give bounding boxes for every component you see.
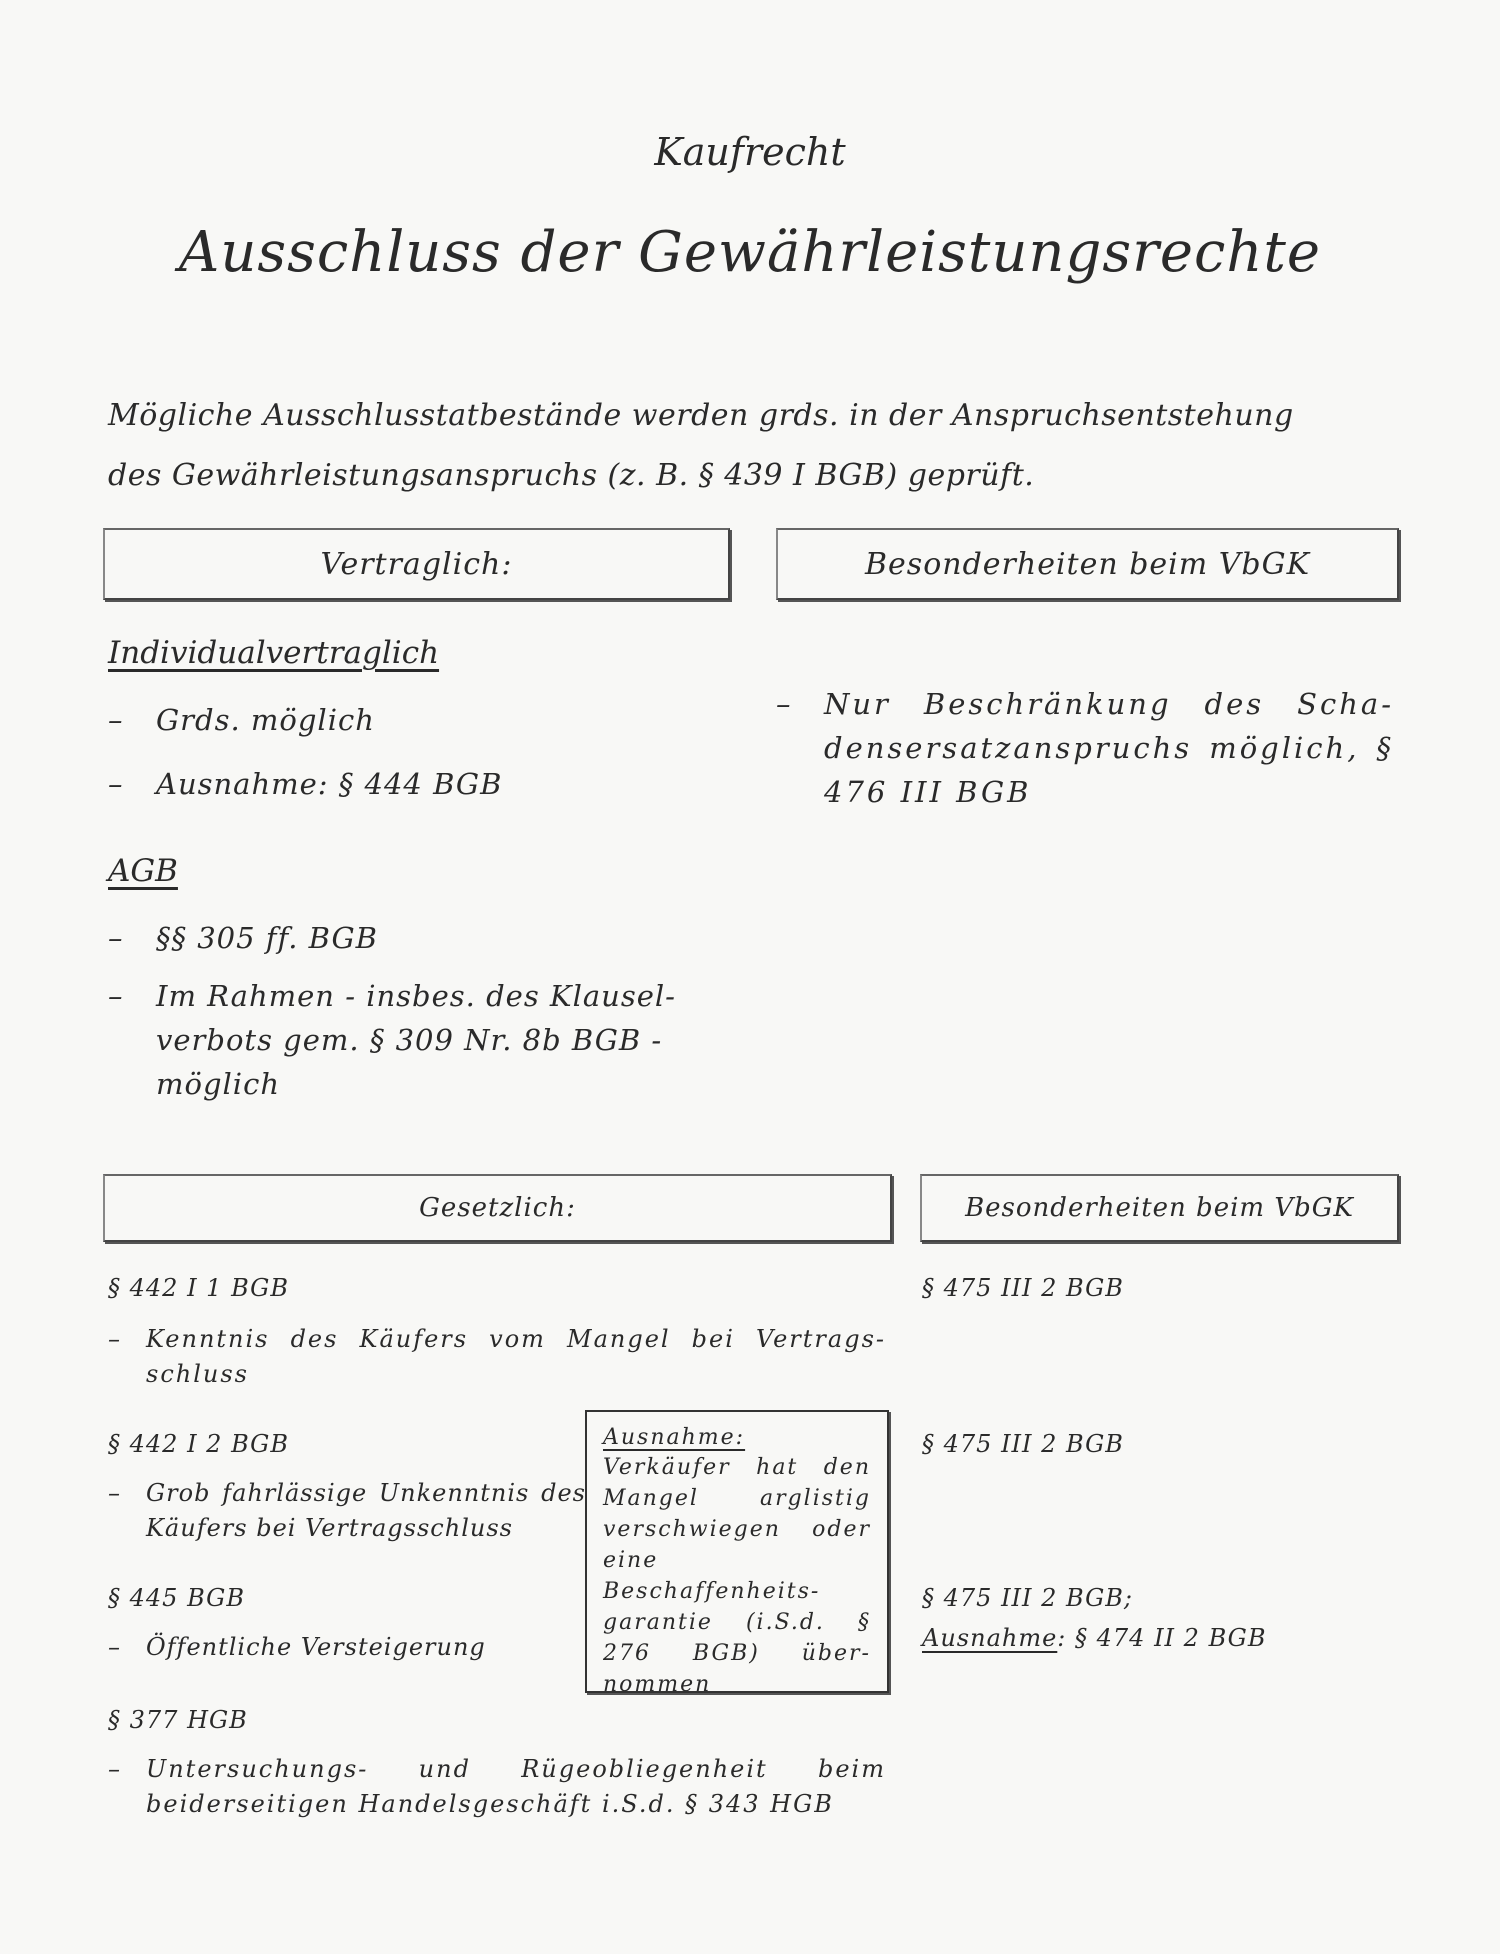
vbgk-ref: § 475 III 2 BGB [922,1274,1124,1302]
legal-ref: § 377 HGB [108,1706,248,1734]
exception-label: Ausnahme: [603,1425,746,1450]
vertraglich-header: Vertraglich: [320,546,513,582]
agb-heading: AGB [108,853,178,889]
list-item [108,1476,588,1546]
list-item [108,762,708,806]
page-title: Ausschluss der Gewährleistungsrechte [178,220,1322,285]
dash-bullet: – [108,1325,121,1353]
gesetzlich-header: Gesetzlich: [419,1193,576,1223]
legal-ref: § 442 I 1 BGB [108,1274,289,1302]
individual-heading: Individualvertraglich [108,635,440,671]
subject-heading: Kaufrecht [654,130,846,174]
list-item-text: §§ 305 ff. BGB [156,921,378,955]
dash-bullet: – [776,687,792,721]
exception-text: Verkäufer hat den Mangel arglistig verschwiegen oder eine Beschaffenheits- garantie (i.S.d. § 276 BGB) über- nommen [603,1455,871,1697]
list-item-text: Grds. möglich [156,703,375,737]
vbgk-exception [922,1624,1266,1652]
vbgk-ref: § 475 III 2 BGB; [922,1584,1134,1612]
dash-bullet: – [108,979,124,1013]
list-item [108,916,708,960]
vbgk-header-1: Besonderheiten beim VbGK [865,546,1310,582]
dash-bullet: – [108,767,124,801]
list-item [108,698,708,742]
intro-line-2: des Gewährleistungsanspruchs (z. B. § 439 I BGB) geprüft. [108,458,1035,493]
list-item-text: Kenntnis des Käufers vom Mangel bei Vertrags- schluss [146,1325,886,1388]
list-item-text: Ausnahme: § 444 BGB [156,767,503,801]
list-item-text: Im Rahmen - insbes. des Klausel- verbots gem. § 309 Nr. 8b BGB - möglich [156,979,676,1101]
vbgk-header-2: Besonderheiten beim VbGK [965,1193,1354,1223]
intro-text [108,386,1408,506]
list-item [108,1752,888,1822]
legal-ref: § 442 I 2 BGB [108,1430,289,1458]
dash-bullet: – [108,703,124,737]
dash-bullet: – [108,1479,121,1507]
legal-ref: § 445 BGB [108,1584,245,1612]
dash-bullet: – [108,1755,121,1783]
list-item-text: Grob fahrlässige Unkenntnis des Käufers bei Vertragsschluss [146,1479,586,1542]
dash-bullet: – [108,1633,121,1661]
vbgk-exception-ref: : § 474 II 2 BGB [1057,1624,1267,1652]
list-item-text: Nur Beschränkung des Scha- densersatzanspruchs möglich, § 476 III BGB [824,687,1394,809]
vbgk-header-box-2 [920,1174,1399,1242]
intro-line-1: Mögliche Ausschlusstatbestände werden grds. in der Anspruchsentstehung [108,398,1294,433]
vbgk-header-box-1 [776,528,1399,600]
vertraglich-header-box [103,528,730,600]
list-item-text: Öffentliche Versteigerung [146,1633,486,1661]
exception-note [603,1424,871,1700]
dash-bullet: – [108,921,124,955]
vbgk-ref: § 475 III 2 BGB [922,1430,1124,1458]
list-item [108,1322,888,1392]
list-item-text: Untersuchungs- und Rügeobliegenheit beim beiderseitigen Handelsgeschäft i.S.d. § 343 HGB [146,1755,886,1818]
list-item [108,1630,588,1665]
list-item [108,974,728,1106]
vbgk-exception-label: Ausnahme [922,1624,1058,1652]
list-item [776,682,1396,814]
gesetzlich-header-box [103,1174,892,1242]
